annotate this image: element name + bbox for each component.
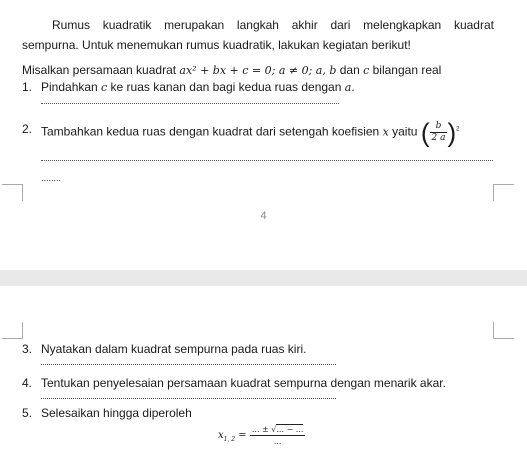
fraction-denominator: 2 a — [431, 133, 446, 143]
page-corner-left-bottom — [2, 322, 23, 339]
answer-line-2[interactable] — [41, 160, 493, 161]
fraction-numerator: b — [430, 121, 448, 133]
page-corner-right — [493, 184, 514, 201]
setup-line — [22, 62, 441, 79]
page-corner-right-bottom — [493, 322, 514, 339]
formula-num-a: ... ± — [251, 425, 269, 434]
formula-numerator — [250, 424, 306, 436]
page-number: 4 — [260, 210, 267, 222]
paren-left: ( — [420, 117, 430, 148]
formula-num-b: ... − ... — [276, 425, 304, 434]
step2-yaitu: yaitu — [388, 124, 418, 139]
setup-prefix: Misalkan persamaan kuadrat — [22, 63, 180, 77]
step4-text: Tentukan penyelesaian persamaan kuadrat sempurna dengan menarik akar. — [41, 376, 446, 390]
answer-dots-short: ........ — [41, 173, 62, 183]
page-bottom — [0, 286, 527, 473]
answer-line-1[interactable] — [41, 103, 339, 104]
fraction-b-over-2a — [430, 121, 448, 144]
step2-x: x — [382, 125, 389, 139]
answer-line-3[interactable] — [41, 364, 336, 365]
formula-lhs: x — [218, 430, 224, 441]
step3-number: 3. — [22, 342, 33, 356]
page-separator — [0, 270, 527, 286]
formula-subscript: 1, 2 — [223, 436, 236, 443]
setup-mid: dan — [336, 63, 364, 77]
sqrt-icon: √ — [271, 425, 277, 434]
answer-line-4[interactable] — [41, 398, 336, 399]
formula-denominator: ... — [273, 437, 282, 446]
intro-line-1: Rumus kuadratik merupakan langkah akhir dari melengkapkan kuadrat — [52, 18, 494, 32]
quadratic-formula — [218, 424, 305, 447]
step4-number: 4. — [22, 376, 33, 390]
step1-text-b: ke ruas kanan dan bagi kedua ruas dengan — [107, 80, 345, 94]
setup-suffix: bilangan real — [369, 63, 442, 77]
step1-c: c — [101, 81, 108, 94]
paren-right: ) — [447, 117, 457, 148]
step1-number: 1. — [22, 80, 33, 94]
formula-fraction — [250, 424, 306, 447]
setup-c: c — [363, 64, 370, 77]
step2-number: 2. — [22, 122, 33, 136]
intro-paragraph — [22, 15, 494, 55]
intro-line-2: sempurna. Untuk menemukan rumus kuadratik, lakukan kegiatan berikut! — [22, 38, 411, 52]
step1-text-a: Pindahkan — [41, 80, 102, 94]
fraction-exponent: 2 — [456, 126, 460, 133]
page-corner-left — [2, 184, 23, 201]
step1-text — [41, 79, 355, 96]
step2-text — [41, 117, 460, 148]
setup-equation: ax² + bx + c = 0; a ≠ 0; a, b — [179, 64, 337, 77]
step2-text-main: Tambahkan kedua ruas dengan kuadrat dari setengah koefisien — [41, 124, 383, 139]
step5-text: Selesaikan hingga diperoleh — [41, 406, 192, 420]
step3-text: Nyatakan dalam kuadrat sempurna pada ruas kiri. — [41, 342, 307, 356]
step1-a: a. — [344, 81, 355, 94]
step5-number: 5. — [22, 406, 33, 420]
formula-equals: = — [238, 430, 247, 441]
